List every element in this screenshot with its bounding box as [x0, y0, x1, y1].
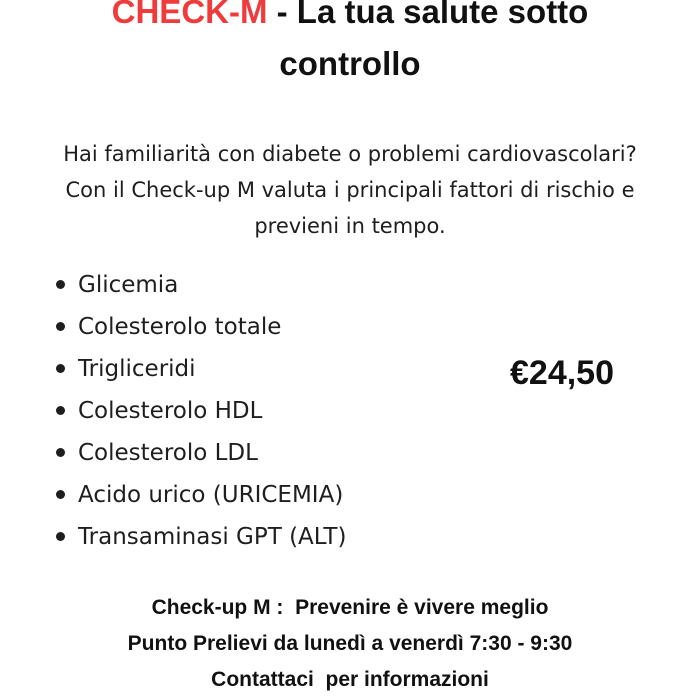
footer-hours: Punto Prelievi da lunedì a venerdì 7:30 - 9:30	[127, 632, 573, 655]
list-item	[78, 306, 346, 348]
footer-contact: Contattaci per informazioni	[211, 668, 489, 691]
bullet-icon	[56, 406, 65, 415]
list-item	[78, 264, 346, 306]
exam-label: Colesterolo totale	[78, 314, 282, 340]
bullet-icon	[56, 322, 65, 331]
intro-line: previeni in tempo.	[254, 214, 446, 238]
bullet-icon	[56, 448, 65, 457]
exam-list	[78, 264, 346, 558]
list-item	[78, 516, 346, 558]
exam-label: Colesterolo HDL	[78, 398, 263, 424]
intro-paragraph	[0, 136, 700, 244]
list-item	[78, 474, 346, 516]
page-title	[0, 0, 700, 90]
brand-name: CHECK-M	[111, 0, 268, 30]
footer	[0, 590, 700, 698]
title-text: - La tua salute sotto	[267, 0, 589, 30]
exam-label: Transaminasi GPT (ALT)	[78, 524, 347, 550]
list-item	[78, 390, 346, 432]
list-item	[78, 432, 346, 474]
bullet-icon	[56, 280, 65, 289]
title-text-line2: controllo	[279, 45, 421, 82]
exam-label: Glicemia	[78, 272, 179, 298]
intro-line: Con il Check-up M valuta i principali fattori di rischio e	[65, 178, 635, 202]
price-label: €24,50	[510, 354, 614, 392]
intro-line: Hai familiarità con diabete o problemi cardiovascolari?	[63, 142, 637, 166]
bullet-icon	[56, 364, 65, 373]
bullet-icon	[56, 490, 65, 499]
exam-label: Colesterolo LDL	[78, 440, 258, 466]
footer-slogan: Check-up M : Prevenire è vivere meglio	[151, 596, 549, 619]
list-item	[78, 348, 346, 390]
bullet-icon	[56, 532, 65, 541]
exam-label: Acido urico (URICEMIA)	[78, 482, 344, 508]
exam-label: Trigliceridi	[78, 356, 196, 382]
